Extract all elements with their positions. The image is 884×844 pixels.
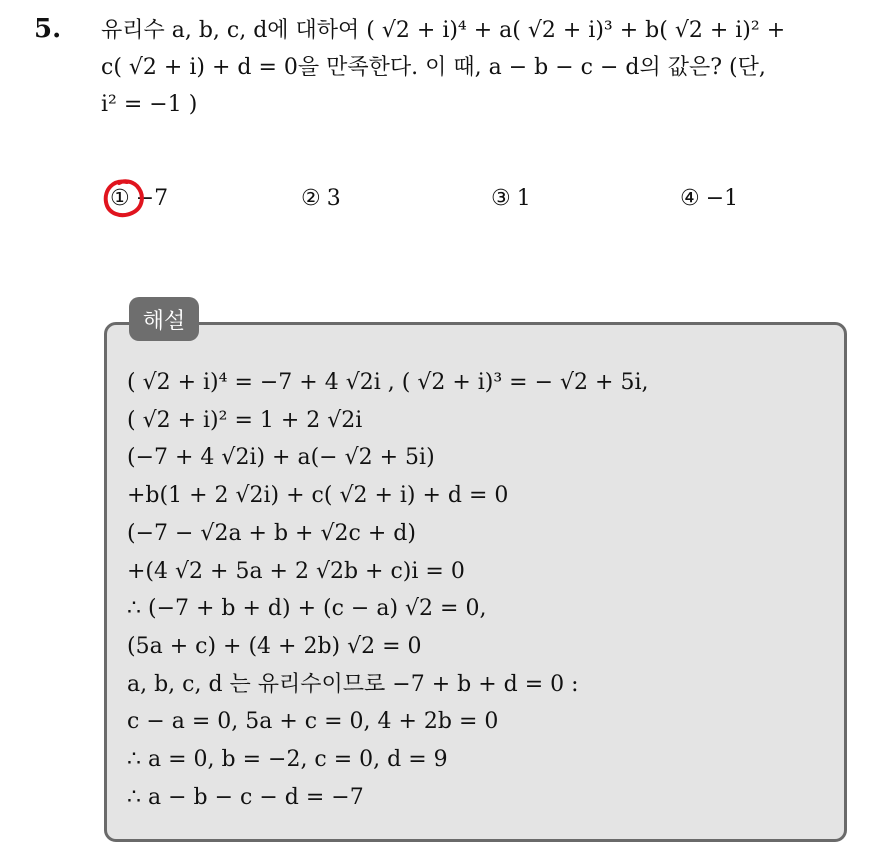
solution-line: ( √2 + i)⁴ = −7 + 4 √2i , ( √2 + i)³ = − √2 + 5i, <box>127 370 649 395</box>
solution-line: c − a = 0, 5a + c = 0, 4 + 2b = 0 <box>127 709 499 735</box>
solution-line: (−7 − √2a + b + √2c + d) <box>127 520 416 546</box>
choice-4[interactable] <box>680 186 738 211</box>
choice-value: 3 <box>326 186 341 211</box>
solution-line: +b(1 + 2 √2i) + c( √2 + i) + d = 0 <box>127 483 509 509</box>
solution-line: +(4 √2 + 5a + 2 √2b + c)i = 0 <box>127 558 465 584</box>
solution-line: a, b, c, d 는 유리수이므로 −7 + b + d = 0 : <box>127 671 579 697</box>
choice-value: −7 <box>135 186 169 211</box>
choice-number: ① <box>110 186 130 211</box>
solution-line: ( √2 + i)² = 1 + 2 √2i <box>127 407 363 433</box>
question-line: c( √2 + i) + d = 0을 만족한다. 이 때, a − b − c − d의 값은? (단, <box>101 55 766 80</box>
solution-line: ∴ a = 0, b = −2, c = 0, d = 9 <box>127 747 448 773</box>
choice-2[interactable] <box>301 186 341 211</box>
solution-line: (5a + c) + (4 + 2b) √2 = 0 <box>127 633 422 659</box>
question-line: i² = −1 ) <box>101 92 198 117</box>
question-text <box>101 12 871 123</box>
question-line: 유리수 a, b, c, d에 대하여 ( √2 + i)⁴ + a( √2 + i)³ + b( √2 + i)² + <box>101 18 786 43</box>
solution-line: (−7 + 4 √2i) + a(− √2 + 5i) <box>127 445 435 471</box>
solution-label: 해설 <box>129 297 199 341</box>
solution-line: ∴ (−7 + b + d) + (c − a) √2 = 0, <box>127 596 487 622</box>
choice-3[interactable] <box>491 186 531 211</box>
choice-number: ③ <box>491 186 511 211</box>
choice-value: −1 <box>705 186 739 211</box>
choice-value: 1 <box>516 186 531 211</box>
answer-circle-mark <box>101 176 149 222</box>
question-number: 5. <box>34 14 62 44</box>
choice-number: ② <box>301 186 321 211</box>
solution-line: ∴ a − b − c − d = −7 <box>127 784 364 810</box>
choice-number: ④ <box>680 186 700 211</box>
solution-content <box>127 364 649 816</box>
